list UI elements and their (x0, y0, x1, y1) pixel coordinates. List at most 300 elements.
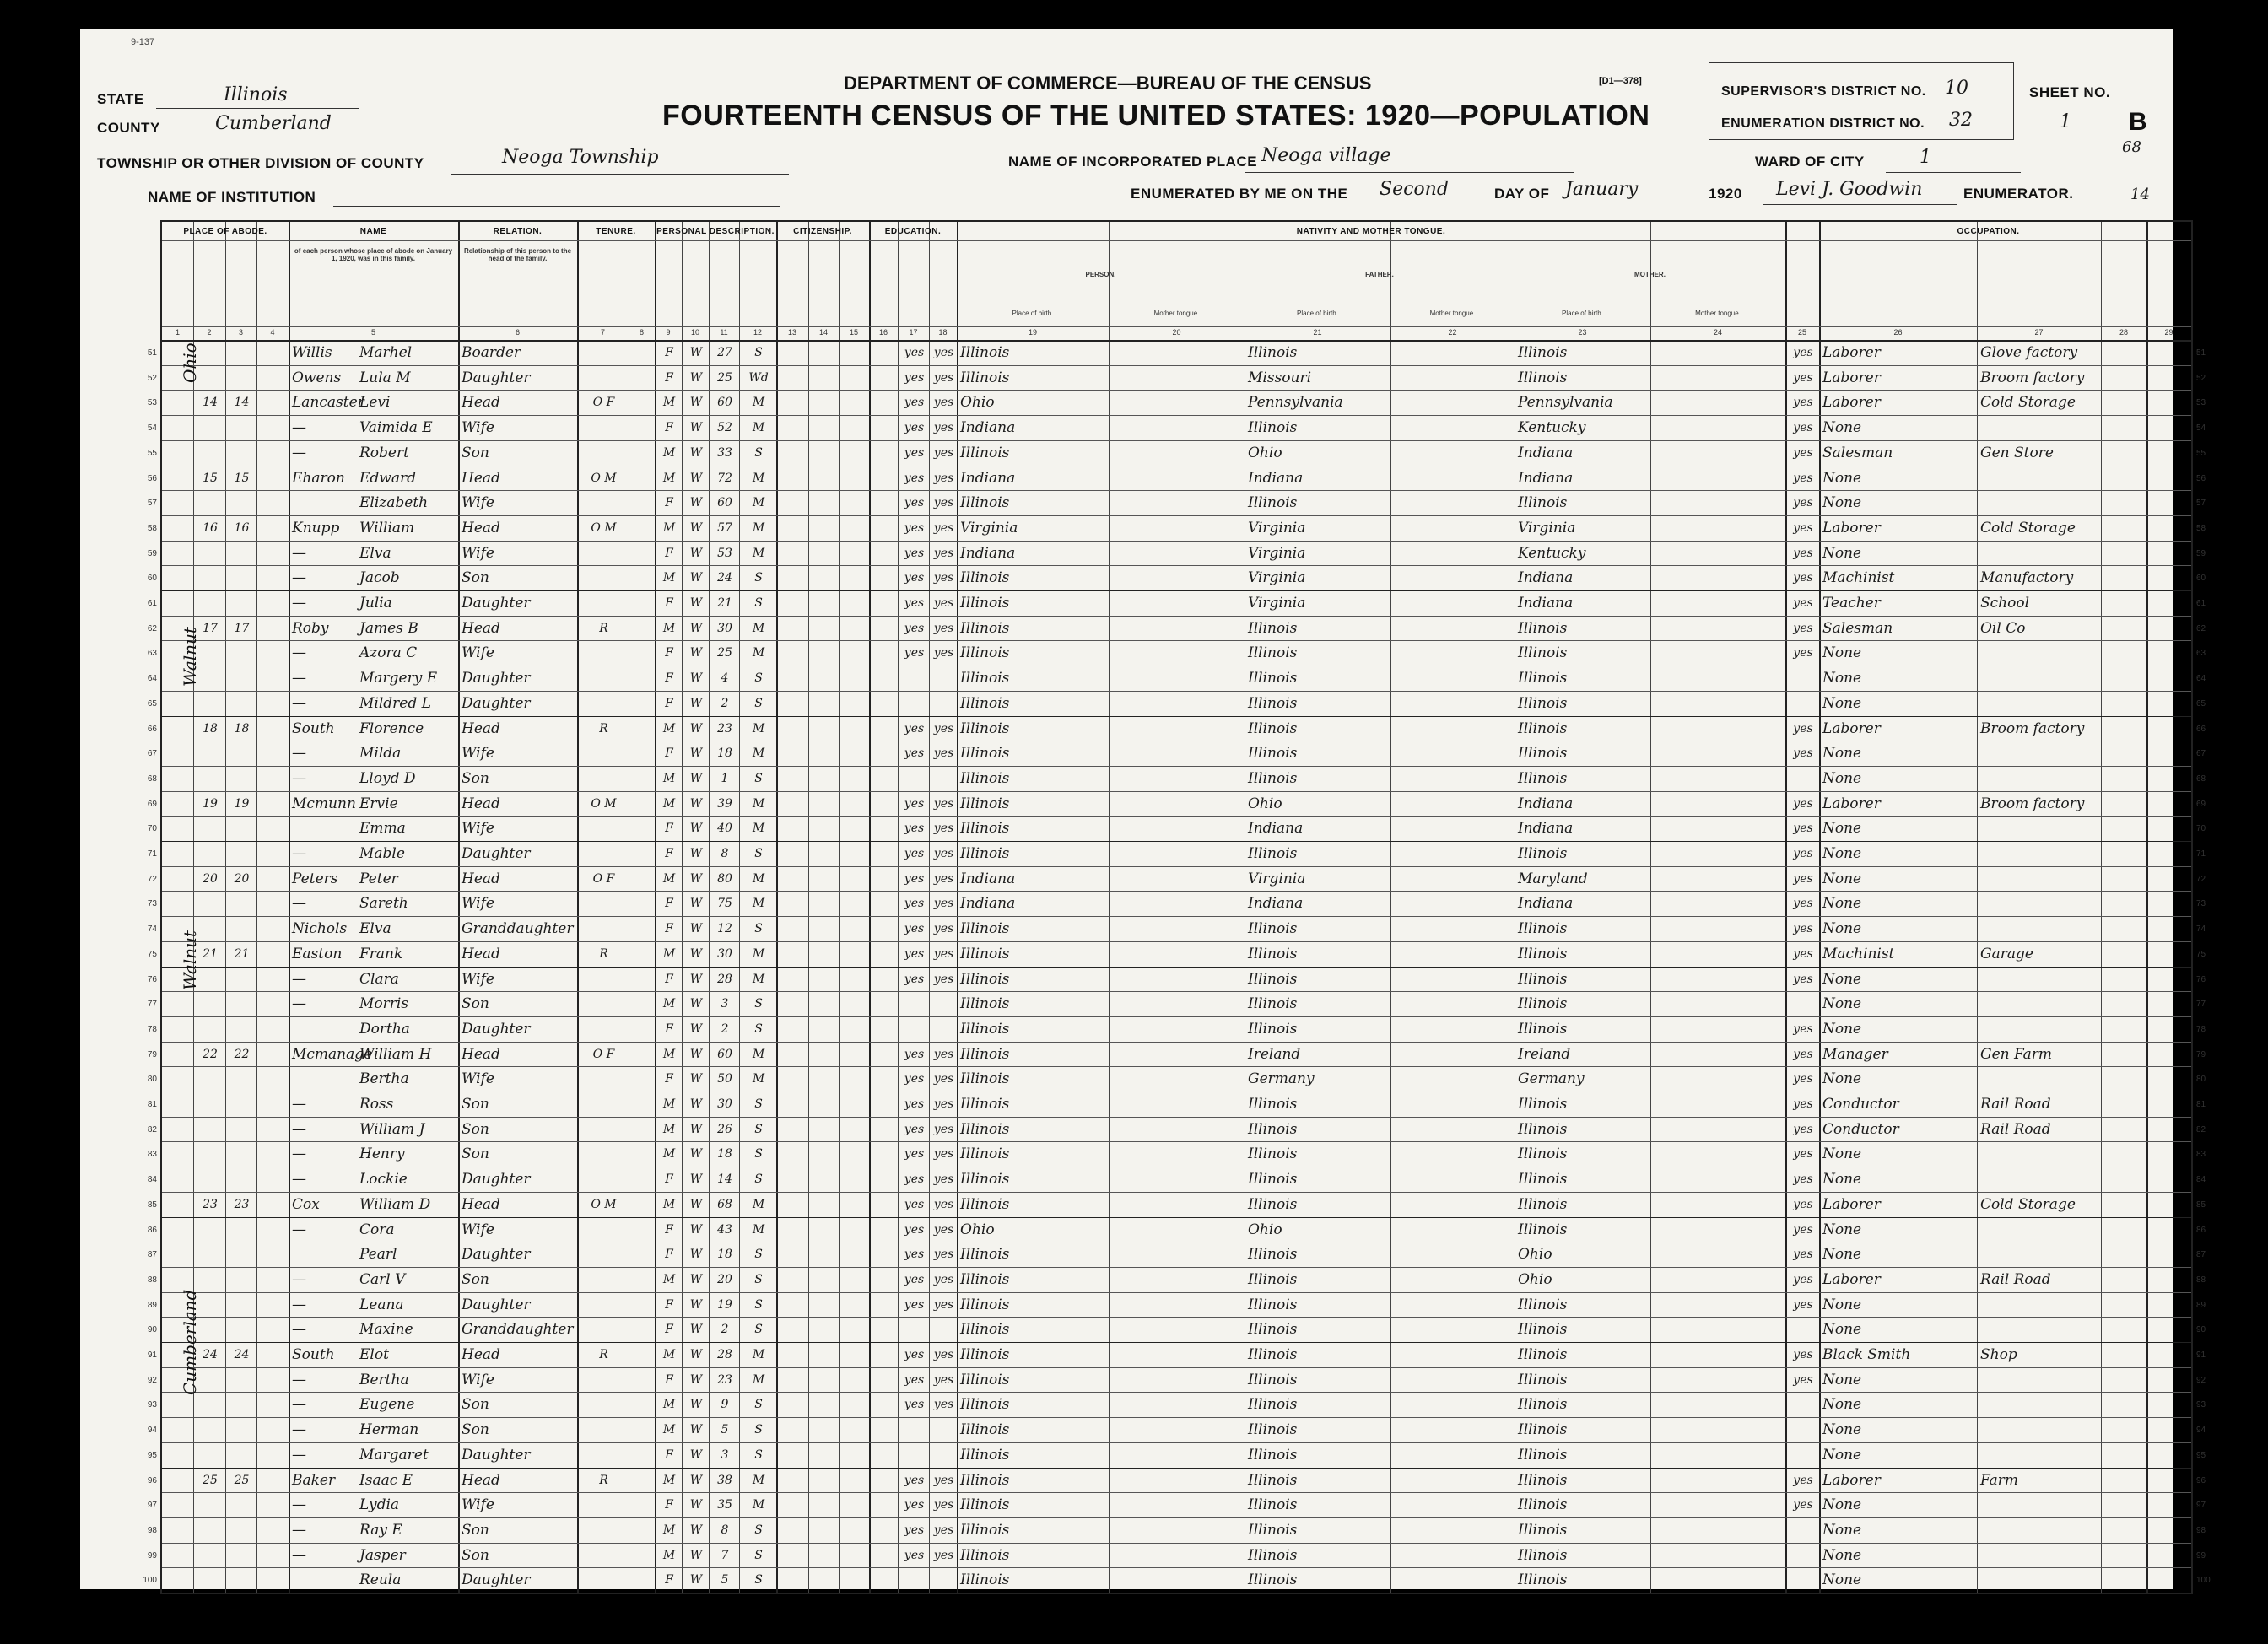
sheet-letter: B (2129, 108, 2147, 136)
surname: Knupp (292, 519, 340, 536)
line-number: 97 (147, 1501, 157, 1511)
line-number: 88 (147, 1275, 157, 1285)
can-write: yes (933, 1248, 954, 1262)
sex: M (662, 1523, 676, 1537)
mother-place-of-birth: Illinois (1518, 369, 1568, 386)
relation: Wife (462, 544, 494, 562)
marital-status: M (752, 396, 765, 410)
enumerator-name: Levi J. Goodwin (1776, 179, 1923, 200)
surname: — (292, 1171, 306, 1189)
mother-place-of-birth: Virginia (1518, 519, 1576, 536)
age: 18 (717, 1248, 732, 1262)
occupation: Laborer (1822, 795, 1881, 812)
place-of-birth-header: Place of birth. (1297, 310, 1338, 317)
surname: Eharon (292, 469, 345, 487)
speaks-english: yes (1793, 1172, 1813, 1187)
tenure: O F (592, 1047, 615, 1061)
column-number: 21 (1313, 328, 1322, 337)
line-number: 68 (147, 773, 157, 784)
line-number-right: 55 (2196, 448, 2206, 458)
column-divider (1109, 222, 1110, 1593)
column-divider (1785, 222, 1787, 1593)
age: 30 (717, 621, 732, 635)
relation: Daughter (462, 1446, 531, 1463)
place-of-birth: Illinois (960, 1371, 1010, 1388)
marital-status: M (752, 1348, 765, 1361)
can-read: yes (904, 1097, 925, 1111)
father-place-of-birth: Illinois (1248, 769, 1298, 787)
speaks-english: yes (1793, 1222, 1813, 1237)
mother-place-of-birth: Ohio (1518, 1270, 1552, 1288)
father-place-of-birth: Illinois (1248, 1346, 1298, 1363)
margin-note-3: Walnut (180, 930, 200, 990)
mother-place-of-birth: Illinois (1518, 1171, 1568, 1189)
line-number-right: 97 (2196, 1501, 2206, 1511)
ward-value: 1 (1920, 147, 1931, 168)
place-of-birth: Ohio (960, 1221, 995, 1238)
can-read: yes (904, 721, 925, 736)
mother-place-of-birth: Indiana (1518, 795, 1574, 812)
speaks-english: yes (1793, 646, 1813, 660)
place-of-birth: Illinois (960, 1446, 1010, 1463)
given-name: Margery E (359, 670, 438, 687)
row-divider (162, 816, 2191, 817)
industry: Cold Storage (1980, 1195, 2076, 1213)
relation: Head (462, 945, 500, 962)
occupation: None (1822, 544, 1862, 562)
mother-place-of-birth: Ohio (1518, 1246, 1552, 1264)
sex: F (665, 421, 673, 435)
row-divider (162, 1292, 2191, 1293)
age: 5 (721, 1573, 729, 1587)
mother-place-of-birth: Illinois (1518, 1471, 1568, 1489)
father-place-of-birth: Ireland (1248, 1045, 1301, 1063)
column-number: 22 (1448, 328, 1457, 337)
speaks-english: yes (1793, 1498, 1813, 1512)
surname: — (292, 1321, 306, 1339)
occupation: None (1822, 644, 1862, 662)
given-name: Emma (359, 820, 406, 838)
place-of-birth: Indiana (960, 895, 1016, 913)
line-number-right: 98 (2196, 1525, 2206, 1535)
sex: M (662, 520, 676, 535)
marital-status: M (752, 1072, 765, 1086)
speaks-english: yes (1793, 1372, 1813, 1387)
given-name: Clara (359, 970, 399, 988)
marital-status: S (754, 1021, 763, 1036)
age: 40 (717, 822, 732, 836)
father-place-of-birth: Illinois (1248, 1421, 1298, 1439)
sex: F (665, 1222, 673, 1237)
can-write: yes (933, 1348, 954, 1361)
can-read: yes (904, 421, 925, 435)
row-divider (162, 616, 2191, 617)
place-of-birth: Illinois (960, 1120, 1010, 1138)
relation: Head (462, 619, 500, 637)
sex: F (665, 1323, 673, 1337)
can-write: yes (933, 847, 954, 860)
sex: M (662, 1348, 676, 1361)
race: W (689, 646, 703, 660)
sex: M (662, 871, 676, 886)
race: W (689, 396, 703, 410)
father-place-of-birth: Illinois (1248, 720, 1298, 737)
speaks-english: yes (1793, 546, 1813, 560)
line-number-right: 60 (2196, 574, 2206, 584)
can-read: yes (904, 1372, 925, 1387)
marital-status: S (754, 1447, 763, 1462)
tenure: O M (591, 520, 617, 535)
line-number: 92 (147, 1375, 157, 1385)
column-group-header: EDUCATION. (884, 227, 942, 236)
race: W (689, 1047, 703, 1061)
column-divider (898, 222, 899, 1593)
can-write: yes (933, 421, 954, 435)
row-divider (162, 415, 2191, 416)
column-number: 4 (270, 328, 275, 337)
house-number: 14 (202, 396, 218, 410)
column-description: Relationship of this person to the head of the family. (463, 247, 572, 262)
race: W (689, 471, 703, 485)
given-name: Mildred L (359, 694, 431, 712)
can-write: yes (933, 1372, 954, 1387)
given-name: Peter (359, 870, 398, 887)
mother-place-of-birth: Indiana (1518, 595, 1574, 612)
can-write: yes (933, 972, 954, 986)
speaks-english: yes (1793, 1072, 1813, 1086)
speaks-english: yes (1793, 946, 1813, 961)
can-write: yes (933, 370, 954, 385)
race: W (689, 1172, 703, 1187)
given-name: Milda (359, 745, 402, 763)
industry: Farm (1980, 1471, 2019, 1489)
enumeration-month: January (1565, 179, 1639, 200)
line-number: 81 (147, 1100, 157, 1109)
ward-underline (1886, 172, 2021, 173)
family-number: 15 (234, 471, 250, 485)
column-number: 1 (175, 328, 180, 337)
can-write: yes (933, 1498, 954, 1512)
can-read: yes (904, 796, 925, 811)
race: W (689, 1372, 703, 1387)
line-number-right: 51 (2196, 348, 2206, 358)
age: 43 (717, 1222, 732, 1237)
relation: Wife (462, 644, 494, 662)
age: 2 (721, 1323, 729, 1337)
father-place-of-birth: Virginia (1248, 544, 1306, 562)
age: 8 (721, 1523, 729, 1537)
column-number: 2 (207, 328, 212, 337)
column-number: 12 (753, 328, 762, 337)
tenure: R (599, 946, 608, 961)
relation: Son (462, 1145, 489, 1163)
age: 52 (717, 421, 732, 435)
age: 14 (717, 1172, 732, 1187)
race: W (689, 1498, 703, 1512)
occupation: None (1822, 1521, 1862, 1539)
line-number: 72 (147, 874, 157, 884)
row-divider (162, 1367, 2191, 1368)
father-place-of-birth: Illinois (1248, 419, 1298, 437)
given-name: Vaimida E (359, 419, 433, 437)
marital-status: S (754, 1248, 763, 1262)
race: W (689, 997, 703, 1011)
surname: Owens (292, 369, 342, 386)
row-divider (162, 1392, 2191, 1393)
house-number: 20 (202, 871, 218, 886)
relation: Daughter (462, 1246, 531, 1264)
industry: Glove factory (1980, 344, 2078, 361)
column-group-header: OCCUPATION. (1957, 227, 2020, 236)
column-number: 8 (639, 328, 644, 337)
age: 19 (717, 1297, 732, 1312)
father-place-of-birth: Pennsylvania (1248, 394, 1343, 412)
surname: — (292, 694, 306, 712)
column-number: 18 (938, 328, 948, 337)
race: W (689, 1348, 703, 1361)
sex: F (665, 1072, 673, 1086)
column-divider (839, 222, 840, 1593)
given-name: Robert (359, 444, 409, 461)
line-number: 80 (147, 1075, 157, 1085)
place-of-birth: Indiana (960, 419, 1016, 437)
marital-status: M (752, 1473, 765, 1487)
race: W (689, 871, 703, 886)
relation: Wife (462, 895, 494, 913)
sex: F (665, 822, 673, 836)
mother-place-of-birth: Illinois (1518, 1521, 1568, 1539)
father-place-of-birth: Illinois (1248, 1396, 1298, 1414)
can-read: yes (904, 822, 925, 836)
race: W (689, 1097, 703, 1111)
can-read: yes (904, 370, 925, 385)
mother-place-of-birth: Pennsylvania (1518, 394, 1613, 412)
relation: Head (462, 1195, 500, 1213)
sex: F (665, 922, 673, 936)
house-number: 19 (202, 796, 218, 811)
can-write: yes (933, 1272, 954, 1286)
surname: — (292, 569, 306, 587)
sex: M (662, 1272, 676, 1286)
mother-tongue-header: Mother tongue. (1153, 310, 1200, 317)
line-number-right: 87 (2196, 1250, 2206, 1260)
father-place-of-birth: Ohio (1248, 795, 1282, 812)
speaks-english: yes (1793, 822, 1813, 836)
mother-place-of-birth: Illinois (1518, 995, 1568, 1013)
line-number-right: 78 (2196, 1024, 2206, 1034)
column-divider (577, 222, 579, 1593)
mother-place-of-birth: Indiana (1518, 820, 1574, 838)
sex: M (662, 1423, 676, 1437)
column-divider (1390, 222, 1391, 1593)
relation: Son (462, 995, 489, 1013)
row-divider (162, 1442, 2191, 1443)
row-divider (162, 640, 2191, 641)
race: W (689, 571, 703, 585)
place-of-birth: Illinois (960, 619, 1010, 637)
mother-place-of-birth: Illinois (1518, 1496, 1568, 1514)
mother-place-of-birth: Illinois (1518, 670, 1568, 687)
can-read: yes (904, 546, 925, 560)
father-place-of-birth: Illinois (1248, 1171, 1298, 1189)
occupation: None (1822, 1321, 1862, 1339)
place-of-birth: Illinois (960, 769, 1010, 787)
race: W (689, 1573, 703, 1587)
institution-label: NAME OF INSTITUTION (148, 189, 316, 205)
can-read: yes (904, 1548, 925, 1562)
age: 38 (717, 1473, 732, 1487)
place-of-birth: Illinois (960, 1070, 1010, 1088)
speaks-english: yes (1793, 471, 1813, 485)
occupation: None (1822, 694, 1862, 712)
sex: F (665, 1248, 673, 1262)
speaks-english: yes (1793, 1047, 1813, 1061)
line-number: 98 (147, 1525, 157, 1535)
can-read: yes (904, 396, 925, 410)
column-divider (256, 222, 257, 1593)
line-number-right: 79 (2196, 1049, 2206, 1059)
row-divider (162, 1117, 2191, 1118)
occupation: None (1822, 1396, 1862, 1414)
line-number-right: 70 (2196, 824, 2206, 834)
line-number-right: 76 (2196, 974, 2206, 984)
mother-place-of-birth: Illinois (1518, 1346, 1568, 1363)
row-divider (162, 1342, 2191, 1343)
column-number: 7 (600, 328, 605, 337)
speaks-english: yes (1793, 1473, 1813, 1487)
given-name: Cora (359, 1221, 395, 1238)
can-write: yes (933, 646, 954, 660)
race: W (689, 496, 703, 510)
surname: Mcmanage (292, 1045, 373, 1063)
father-place-of-birth: Illinois (1248, 694, 1298, 712)
line-number: 61 (147, 599, 157, 608)
relation: Daughter (462, 845, 531, 862)
line-number-right: 95 (2196, 1450, 2206, 1460)
occupation: Teacher (1822, 595, 1881, 612)
industry: Broom factory (1980, 369, 2085, 386)
race: W (689, 370, 703, 385)
can-read: yes (904, 346, 925, 359)
nativity-subheader: PERSON. (1085, 271, 1116, 278)
surname: — (292, 444, 306, 461)
occupation: None (1822, 1020, 1862, 1038)
age: 1 (721, 771, 729, 785)
department-title: DEPARTMENT OF COMMERCE—BUREAU OF THE CENSUS (844, 73, 1372, 94)
marital-status: M (752, 796, 765, 811)
surname: South (292, 720, 335, 737)
column-divider (682, 222, 683, 1593)
sex: F (665, 1297, 673, 1312)
occupation: Conductor (1822, 1096, 1899, 1113)
place-of-birth: Illinois (960, 595, 1010, 612)
column-number: 11 (720, 328, 728, 337)
line-number: 95 (147, 1450, 157, 1460)
marital-status: S (754, 1272, 763, 1286)
row-divider (162, 1517, 2191, 1518)
can-read: yes (904, 1348, 925, 1361)
age: 25 (717, 370, 732, 385)
mother-place-of-birth: Kentucky (1518, 419, 1586, 437)
occupation: Laborer (1822, 1195, 1881, 1213)
line-number: 57 (147, 499, 157, 509)
given-name: Ray E (359, 1521, 402, 1539)
given-name: Marhel (359, 344, 413, 361)
occupation: None (1822, 1070, 1862, 1088)
sex: M (662, 1197, 676, 1211)
surname: — (292, 1396, 306, 1414)
line-number-right: 58 (2196, 523, 2206, 533)
can-read: yes (904, 1147, 925, 1162)
can-read: yes (904, 471, 925, 485)
line-number-right: 61 (2196, 599, 2206, 608)
relation: Head (462, 394, 500, 412)
given-name: Herman (359, 1421, 419, 1439)
given-name: Lockie (359, 1171, 408, 1189)
line-number-right: 88 (2196, 1275, 2206, 1285)
race: W (689, 1398, 703, 1412)
state-label: STATE (97, 91, 144, 107)
house-number: 23 (202, 1197, 218, 1211)
row-divider (162, 716, 2191, 717)
age: 4 (721, 671, 729, 686)
surname: — (292, 1120, 306, 1138)
family-number: 21 (234, 946, 250, 961)
surname: Roby (292, 619, 329, 637)
father-place-of-birth: Illinois (1248, 670, 1298, 687)
age: 23 (717, 1372, 732, 1387)
mother-place-of-birth: Illinois (1518, 344, 1568, 361)
surname: Cox (292, 1195, 320, 1213)
race: W (689, 1323, 703, 1337)
marital-status: S (754, 771, 763, 785)
father-place-of-birth: Illinois (1248, 1270, 1298, 1288)
column-number: 24 (1713, 328, 1722, 337)
place-of-birth: Illinois (960, 644, 1010, 662)
line-number-right: 74 (2196, 924, 2206, 935)
family-number: 19 (234, 796, 250, 811)
speaks-english: yes (1793, 871, 1813, 886)
age: 28 (717, 972, 732, 986)
line-number: 77 (147, 1000, 157, 1010)
column-number: 9 (666, 328, 671, 337)
race: W (689, 897, 703, 911)
surname: — (292, 1296, 306, 1313)
can-write: yes (933, 346, 954, 359)
marital-status: Wd (748, 370, 769, 385)
father-place-of-birth: Virginia (1248, 519, 1306, 536)
father-place-of-birth: Illinois (1248, 1321, 1298, 1339)
marital-status: S (754, 671, 763, 686)
place-of-birth: Illinois (960, 569, 1010, 587)
race: W (689, 822, 703, 836)
occupation: None (1822, 1421, 1862, 1439)
given-name: Margaret (359, 1446, 429, 1463)
relation: Boarder (462, 344, 521, 361)
column-number: 27 (2034, 328, 2044, 337)
place-of-birth: Illinois (960, 1145, 1010, 1163)
relation: Wife (462, 419, 494, 437)
occupation: None (1822, 1221, 1862, 1238)
column-number: 26 (1893, 328, 1903, 337)
race: W (689, 596, 703, 610)
surname: — (292, 1096, 306, 1113)
speaks-english: yes (1793, 922, 1813, 936)
sex: F (665, 847, 673, 860)
age: 60 (717, 396, 732, 410)
place-of-birth: Illinois (960, 1521, 1010, 1539)
occupation: Laborer (1822, 344, 1881, 361)
